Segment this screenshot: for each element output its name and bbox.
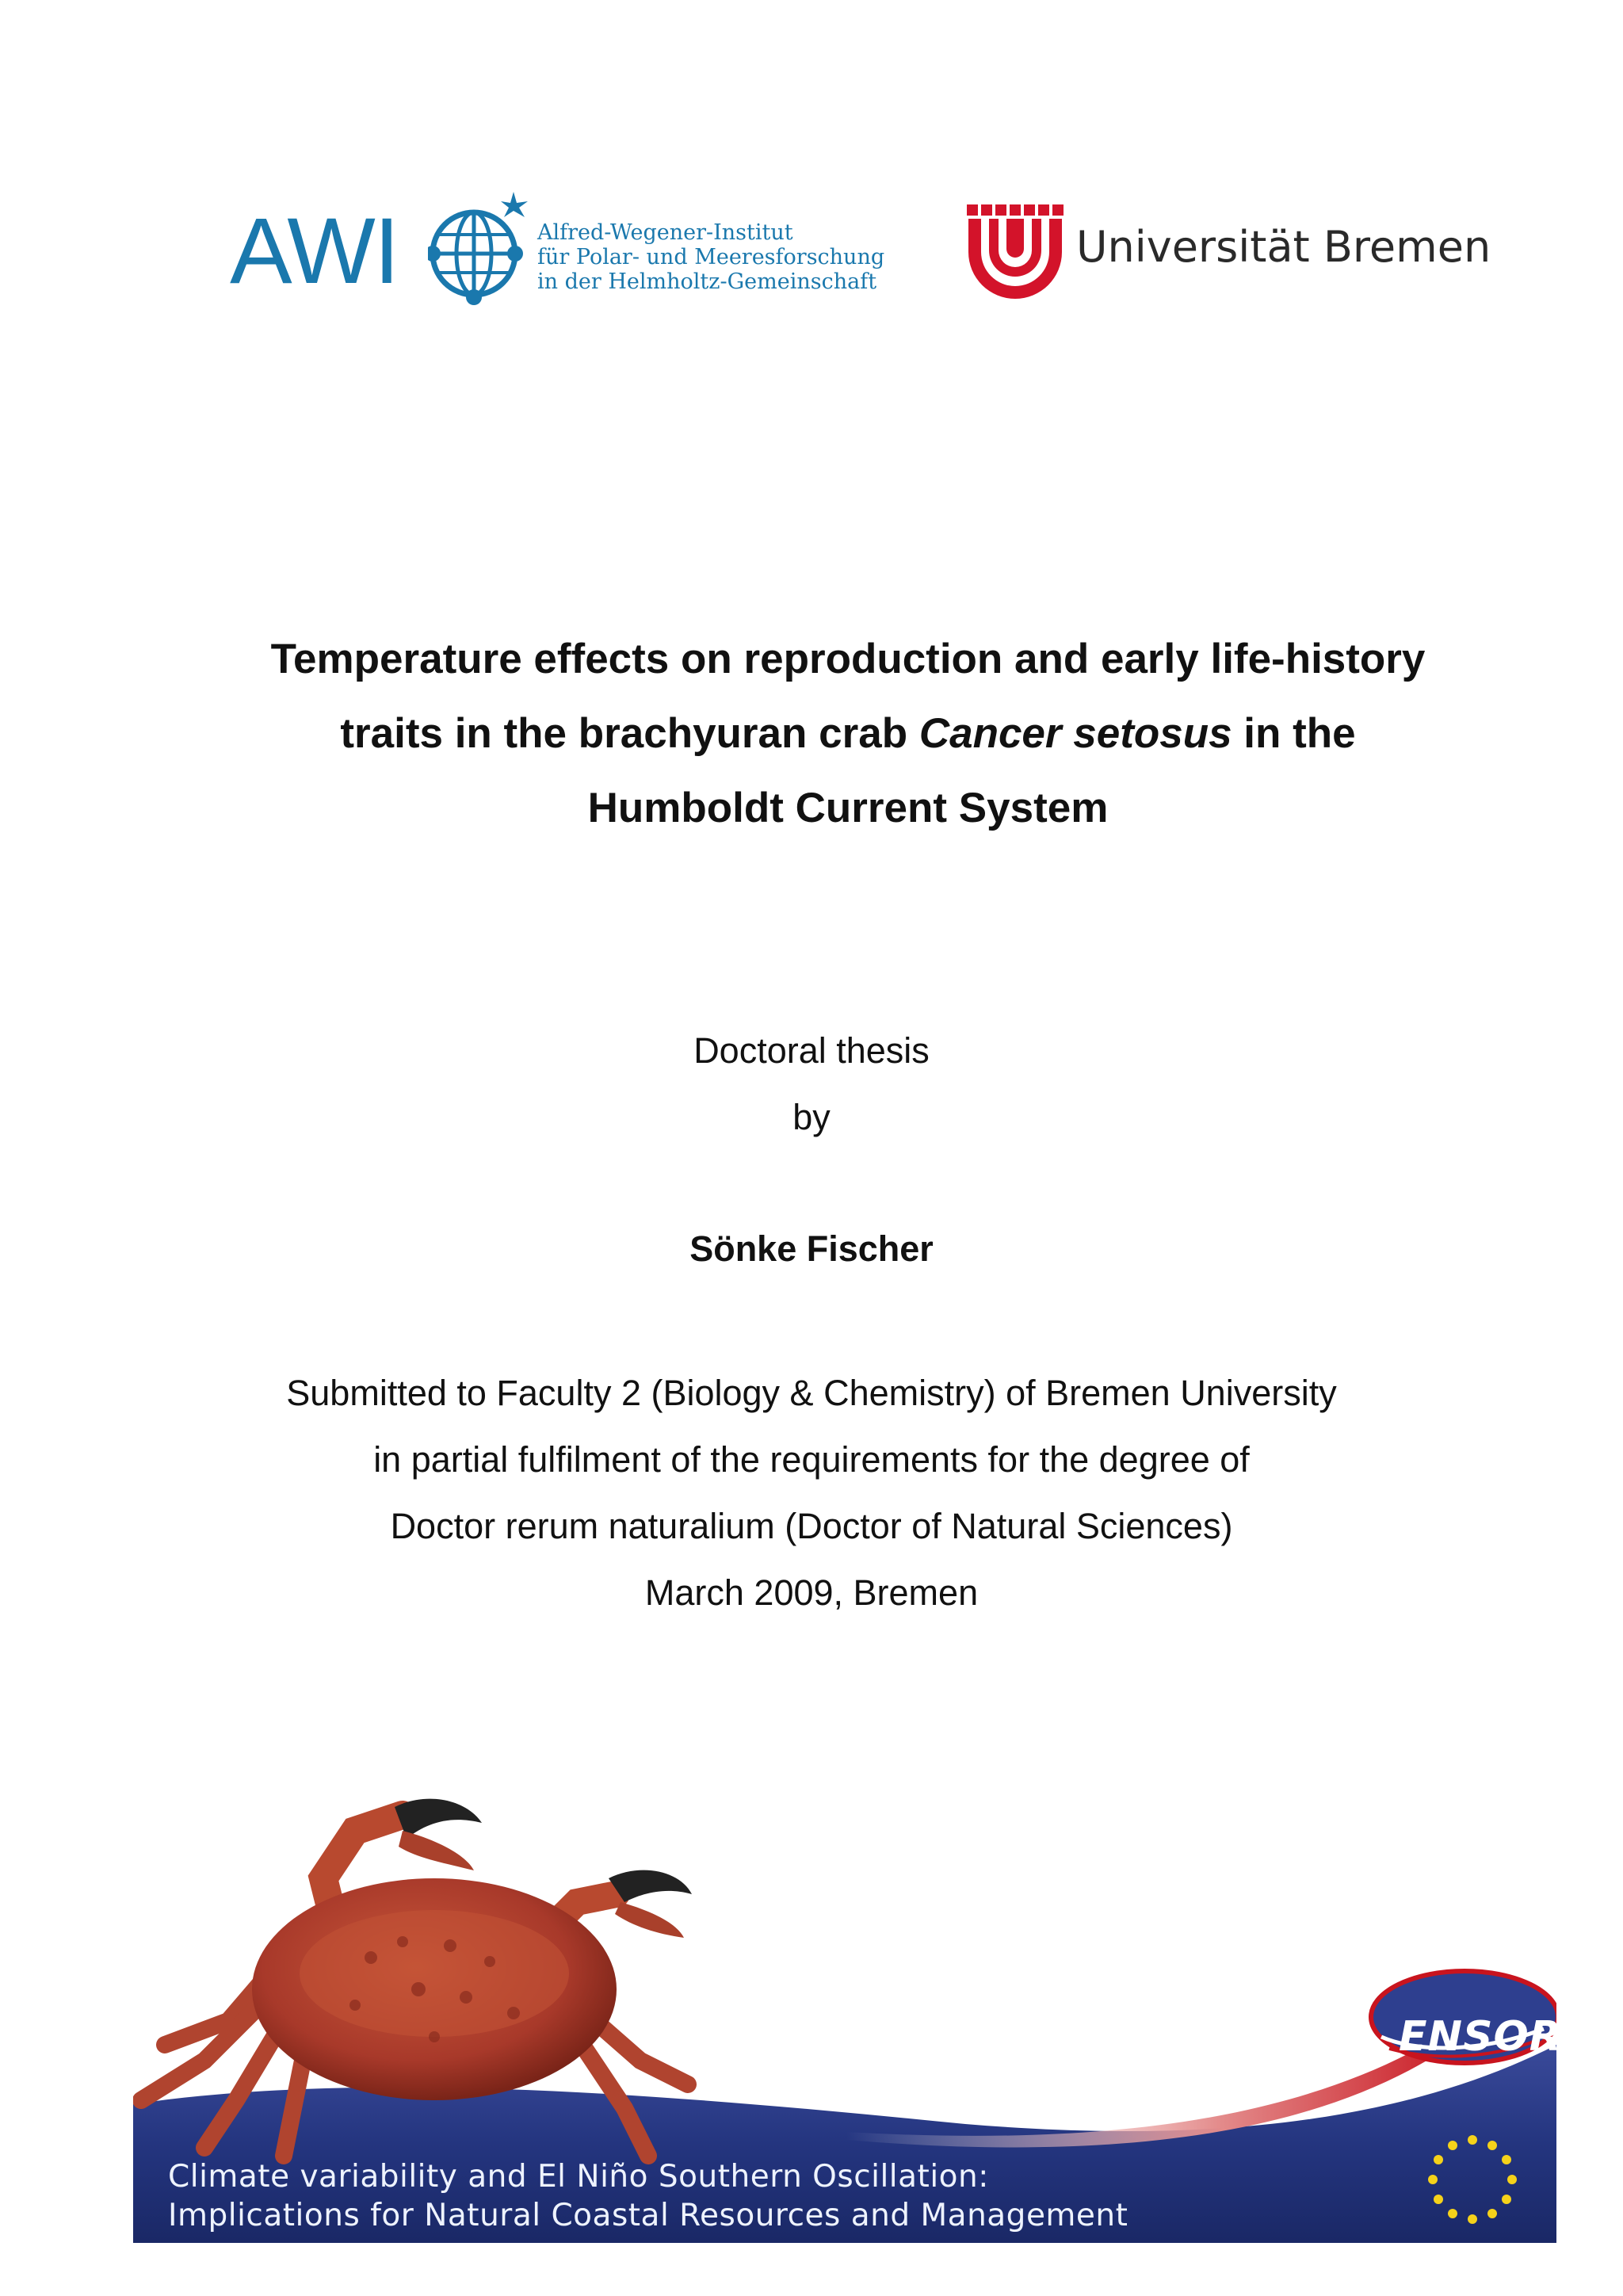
by-label: by	[792, 1097, 831, 1137]
bremen-logo	[965, 198, 1491, 301]
awi-logo-letters: AWI	[230, 199, 399, 304]
title-line-2	[174, 697, 1522, 771]
submission-line: Doctor rerum naturalium (Doctor of Natural Sciences)	[390, 1506, 1233, 1546]
title-text: in the	[1232, 710, 1356, 757]
submission-statement	[0, 1360, 1623, 1626]
bremen-emblem-icon	[965, 198, 1068, 301]
submission-line: in partial fulfilment of the requirements for the degree of	[373, 1439, 1250, 1480]
awi-line: für Polar- und Meeresforschung	[537, 245, 885, 269]
banner-line-1: Climate variability and El Niño Southern Oscillation:	[168, 2159, 989, 2195]
author-name: Sönke Fischer	[689, 1228, 934, 1269]
globe-icon	[428, 190, 531, 309]
censor-logo-text: ENSOR	[1399, 2013, 1562, 2061]
thesis-type: Doctoral thesis	[693, 1030, 930, 1071]
title-line-1: Temperature effects on reproduction and early life-history	[270, 636, 1426, 682]
awi-line: in der Helmholtz-Gemeinschaft	[537, 269, 877, 294]
title-line-3: Humboldt Current System	[587, 785, 1109, 831]
banner-line-2: Implications for Natural Coastal Resources and Management	[168, 2198, 1128, 2233]
submission-line: Submitted to Faculty 2 (Biology & Chemistry) of Bremen University	[286, 1373, 1337, 1413]
banner-caption	[168, 2157, 1128, 2235]
awi-line: Alfred-Wegener-Institut	[537, 220, 793, 245]
title-text: traits in the brachyuran crab	[340, 710, 919, 757]
thesis-title	[174, 622, 1522, 846]
species-name: Cancer setosus	[918, 710, 1232, 757]
awi-institute-name	[537, 220, 884, 294]
awi-logo	[230, 190, 885, 309]
submission-date: March 2009, Bremen	[644, 1572, 979, 1613]
bremen-university-name: Universität Bremen	[1076, 222, 1491, 272]
